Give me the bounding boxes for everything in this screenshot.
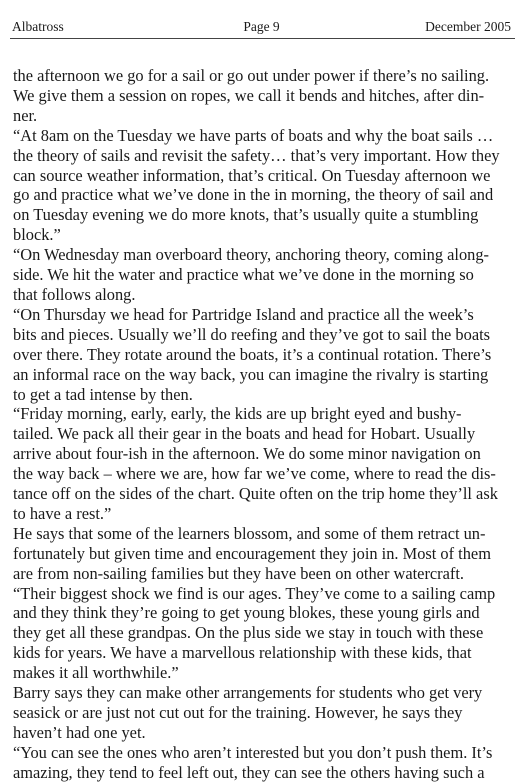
text-line: side. We hit the water and practice what we’ve done in the morning so [13,265,474,285]
article-paragraph [13,66,503,126]
text-line: kids for years. We have a marvellous relationship with these kids, that [13,643,472,663]
text-line: can source weather information, that’s critical. On Tuesday afternoon we [13,165,491,185]
text-line: “You can see the ones who aren’t interested but you don’t push them. It’s [13,742,493,762]
article-body [13,66,503,783]
running-header [12,18,511,36]
article-paragraph [13,683,503,743]
article-paragraph [13,404,503,523]
text-line: to have a rest.” [13,503,112,523]
text-line: an informal race on the way back, you can imagine the rivalry is starting [13,364,489,384]
text-line: “On Wednesday man overboard theory, anchoring theory, coming along- [13,245,489,265]
text-line: “At 8am on the Tuesday we have parts of boats and why the boat sails … [13,125,494,145]
text-line: He says that some of the learners blossom, and some of them retract un- [13,523,486,543]
text-line: to get a tad intense by then. [13,384,193,404]
text-line: arrive about four-ish in the afternoon. We do some minor navigation on [13,444,481,464]
text-line: the way back – where we are, how far we’ve come, where to read the dis- [13,464,496,484]
page-number: Page 9 [243,19,280,34]
text-line: ner. [13,105,38,125]
text-line: go and practice what we’ve done in the in morning, the theory of sail and [13,185,494,205]
text-line: Barry says they can make other arrangements for students who get very [13,683,483,703]
text-line: and they think they’re going to get young blokes, these young girls and [13,603,480,623]
article-paragraph [13,305,503,405]
text-line: the theory of sails and revisit the safety… that’s very important. How they [13,145,500,165]
text-line: block.” [13,225,61,245]
text-line: amazing, they tend to feel left out, they can see the others having such a [13,762,485,782]
text-line: tailed. We pack all their gear in the boats and head for Hobart. Usually [13,424,476,444]
header-rule [10,38,515,39]
text-line: “Friday morning, early, early, the kids are up bright eyed and bushy- [13,404,462,424]
text-line: bits and pieces. Usually we’ll do reefing and they’ve got to sail the boats [13,324,491,344]
text-line: that follows along. [13,284,136,304]
article-paragraph [13,245,503,305]
text-line: they get all these grandpas. On the plus side we stay in touch with these [13,623,484,643]
text-line: “On Thursday we head for Partridge Island and practice all the week’s [13,304,474,324]
article-paragraph [13,524,503,584]
issue-date: December 2005 [425,19,511,34]
text-line: the afternoon we go for a sail or go out under power if there’s no sailing. [13,66,490,85]
text-line: fortunately but given time and encouragement they join in. Most of them [13,543,491,563]
text-line: makes it all worthwhile.” [13,663,179,683]
publication-name: Albatross [12,19,64,34]
text-line: on Tuesday evening we do more knots, that’s usually quite a stumbling [13,205,479,225]
article-paragraph [13,584,503,684]
text-line: over there. They rotate around the boats, it’s a continual rotation. There’s [13,344,492,364]
text-line: tance off on the sides of the chart. Quite often on the trip home they’ll ask [13,484,498,504]
text-line: are from non-sailing families but they have been on other watercraft. [13,563,465,583]
text-line: “Their biggest shock we find is our ages. They’ve come to a sailing camp [13,583,496,603]
text-line: seasick or are just not cut out for the training. However, he says they [13,703,463,722]
article-paragraph [13,126,503,245]
text-line: We give them a session on ropes, we call it bends and hitches, after din- [13,85,485,105]
text-line: haven’t had one yet. [13,722,146,742]
